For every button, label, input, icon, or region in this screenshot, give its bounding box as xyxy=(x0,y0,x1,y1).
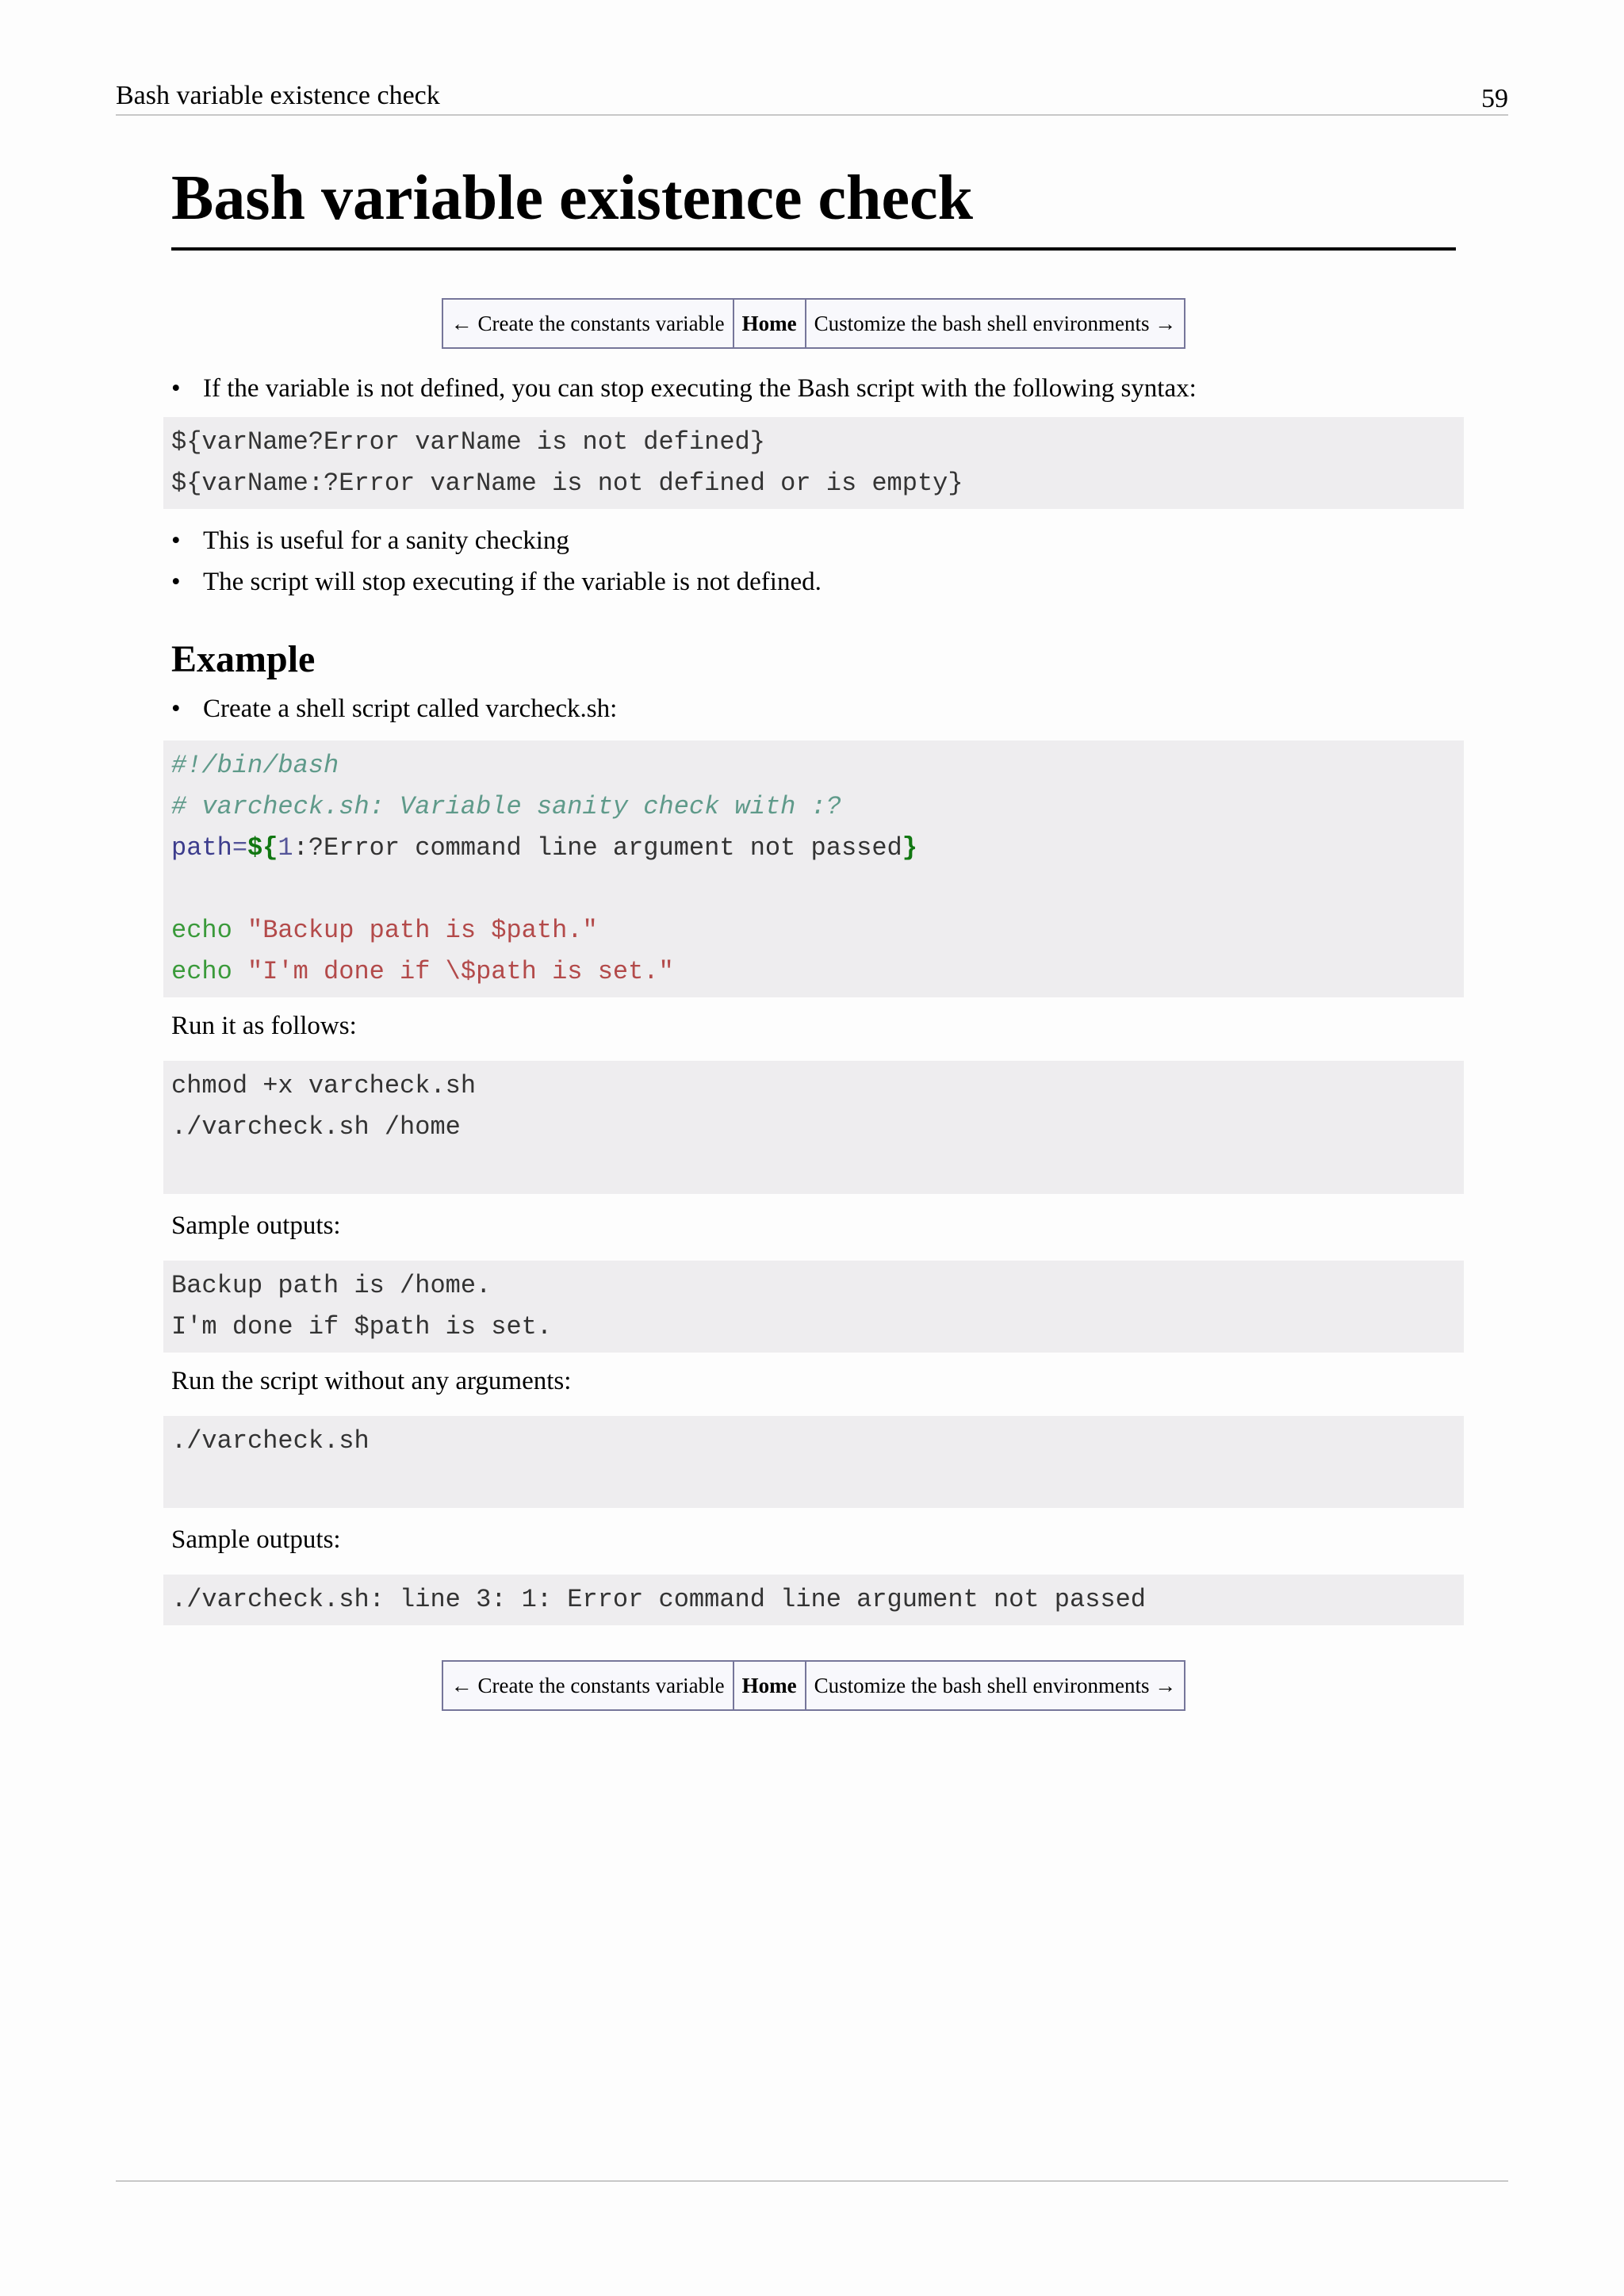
code-line: Backup path is /home. xyxy=(171,1271,492,1300)
running-header xyxy=(116,78,1508,116)
running-title: Bash variable existence check xyxy=(116,81,440,110)
nav-home-link[interactable]: Home xyxy=(733,1661,806,1710)
output-label: Sample outputs: xyxy=(171,1525,341,1554)
code-line: ./varcheck.sh xyxy=(171,1426,370,1456)
notes-list xyxy=(171,520,1464,603)
code-brace: } xyxy=(902,833,917,863)
nav-table xyxy=(442,298,1186,349)
code-line: I'm done if $path is set. xyxy=(171,1312,553,1341)
page-title: Bash variable existence check xyxy=(171,159,1456,251)
nav-box-bottom xyxy=(163,1660,1464,1711)
code-line: ${varName?Error varName is not defined} xyxy=(171,427,765,457)
code-variable: path xyxy=(171,833,232,863)
output-label: Sample outputs: xyxy=(171,1211,341,1240)
code-operator: = xyxy=(232,833,248,863)
code-keyword: echo xyxy=(171,916,232,945)
code-brace: ${ xyxy=(247,833,278,863)
noargs-label: Run the script without any arguments: xyxy=(171,1367,572,1395)
nav-box-top xyxy=(163,298,1464,349)
syntax-code-block xyxy=(163,417,1464,509)
code-string: "Backup path is $path." xyxy=(247,916,598,945)
code-line: chmod +x varcheck.sh xyxy=(171,1071,477,1100)
nav-prev-link[interactable]: ← Create the constants variable xyxy=(442,299,733,348)
example-heading: Example xyxy=(171,638,316,680)
code-line: ./varcheck.sh /home xyxy=(171,1112,461,1142)
run-code-block xyxy=(163,1061,1464,1194)
code-comment: # varcheck.sh: Variable sanity check with :? xyxy=(171,792,841,821)
footer-divider xyxy=(116,2180,1508,2182)
nav-home-link[interactable]: Home xyxy=(733,299,806,348)
list-item: • If the variable is not defined, you can stop executing the Bash script with the following syntax: xyxy=(171,368,1464,409)
nav-next-link[interactable]: Customize the bash shell environments → xyxy=(806,1661,1185,1710)
list-item: • Create a shell script called varcheck.sh: xyxy=(171,688,1464,729)
run-label: Run it as follows: xyxy=(171,1012,357,1040)
output-code-block xyxy=(163,1261,1464,1353)
list-item: • This is useful for a sanity checking xyxy=(171,520,1464,561)
code-line: ${varName:?Error varName is not defined or is empty} xyxy=(171,469,963,498)
example-list xyxy=(171,688,1464,729)
code-line: ./varcheck.sh: line 3: 1: Error command line argument not passed xyxy=(171,1585,1146,1614)
code-param: 1 xyxy=(278,833,293,863)
nav-prev-link[interactable]: ← Create the constants variable xyxy=(442,1661,733,1710)
code-keyword: echo xyxy=(171,957,232,986)
nav-next-link[interactable]: Customize the bash shell environments → xyxy=(806,299,1185,348)
code-text: :?Error command line argument not passed xyxy=(293,833,902,863)
page-content xyxy=(171,159,1464,1711)
code-string: "I'm done if \$path is set." xyxy=(247,957,674,986)
page-number: 59 xyxy=(1481,84,1508,113)
noargs-code-block xyxy=(163,1416,1464,1508)
code-comment: #!/bin/bash xyxy=(171,751,339,780)
list-item: • The script will stop executing if the variable is not defined. xyxy=(171,561,1464,603)
intro-list xyxy=(171,368,1464,409)
error-code-block xyxy=(163,1575,1464,1625)
nav-table xyxy=(442,1660,1186,1711)
script-code-block xyxy=(163,740,1464,997)
